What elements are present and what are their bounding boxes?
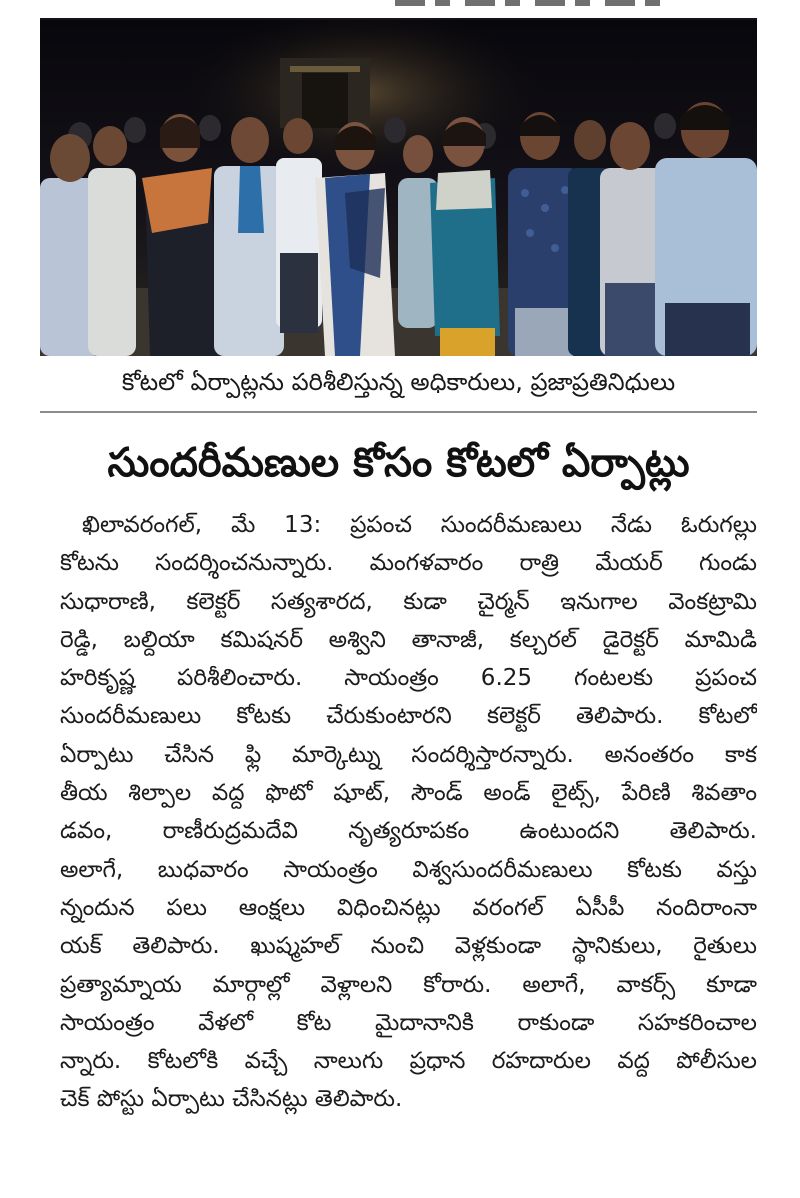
news-photo [40,18,757,356]
article-line: న్నారు. కోటలోకి వచ్చే నాలుగు ప్రధాన రహదారుల వద్ద పోలీసుల [60,1048,757,1075]
article-headline: సుందరీమణుల కోసం కోటలో ఏర్పాట్లు [107,440,690,486]
article-line: న్నందున పలు ఆంక్షలు విధించినట్లు వరంగల్ ఏసీపీ నందిరాంనా [60,894,757,921]
article-line: హరికృష్ణ పరిశీలించారు. సాయంత్రం 6.25 గంటలకు ప్రపంచ [60,665,757,692]
article-line: కోటను సందర్శించనున్నారు. మంగళవారం రాత్రి మేయర్ గుండు [60,550,757,577]
article-line: ఖిలావరంగల్, మే 13: ప్రపంచ సుందరీమణులు నేడు ఓరుగల్లు [82,512,757,538]
article-line: తీయ శిల్పాల వద్ద ఫొటో షూట్, సౌండ్ అండ్ లైట్స్, పేరిణి శివతాం [60,780,757,807]
photo-image-icon [40,18,757,356]
article-line: ప్రత్యామ్నాయ మార్గాల్లో వెళ్లాలని కోరారు. అలాగే, వాకర్స్ కూడా [60,971,757,998]
article-body [60,506,757,1119]
photo-caption: కోటలో ఏర్పాట్లను పరిశీలిస్తున్న అధికారులు, ప్రజాప్రతినిధులు [121,368,676,396]
previous-article-remnant [395,0,665,6]
article-line: సుధారాణి, కలెక్టర్ సత్యశారద, కుడా చైర్మన్ ఇనుగాల వెంకట్రామి [60,588,757,615]
caption-divider [40,411,757,413]
article-line: అలాగే, బుధవారం సాయంత్రం విశ్వసుందరీమణులు కోటకు వస్తు [60,856,757,883]
article-line: ఏర్పాటు చేసిన ఫ్లి మార్కెట్ను సందర్శిస్తారన్నారు. అనంతరం కాక [60,741,757,768]
article-line: రెడ్డి, బల్దియా కమిషనర్ అశ్విని తానాజీ, కల్చరల్ డైరెక్టర్ మామిడి [60,626,757,653]
article-line: సుందరీమణులు కోటకు చేరుకుంటారని కలెక్టర్ తెలిపారు. కోటలో [60,703,757,730]
article-line: సాయంత్రం వేళలో కోట మైదానానికి రాకుండా సహకరించాల [60,1009,757,1036]
article-line: డవం, రాణీరుద్రమదేవి నృత్యరూపకం ఉంటుందని తెలిపారు. [60,818,757,845]
article-line: యక్ తెలిపారు. ఖుష్మహల్ నుంచి వెళ్లకుండా స్థానికులు, రైతులు [60,933,757,960]
article-line: చెక్ పోస్టు ఏర్పాటు చేసినట్లు తెలిపారు. [60,1086,403,1113]
